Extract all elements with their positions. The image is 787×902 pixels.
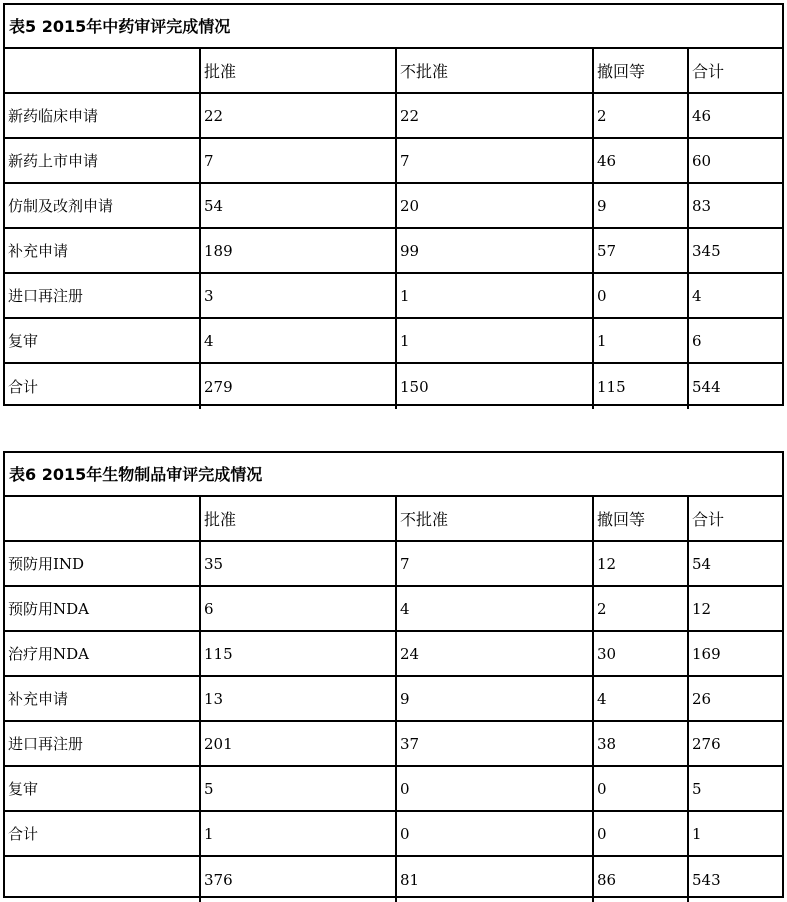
row-label: 复审: [5, 319, 201, 362]
cell-withdrawn: 86: [594, 857, 689, 902]
cell-not-approved: 9: [397, 677, 594, 720]
cell-approved: 1: [201, 812, 397, 855]
cell-not-approved: 37: [397, 722, 594, 765]
row-label: 进口再注册: [5, 274, 201, 317]
header-cell-not-approved: 不批准: [397, 497, 594, 540]
table-row: [5, 542, 782, 587]
header-cell-approved: 批准: [201, 49, 397, 92]
row-label: 进口再注册: [5, 722, 201, 765]
table-row: [5, 767, 782, 812]
cell-approved: 279: [201, 364, 397, 409]
cell-not-approved: 0: [397, 812, 594, 855]
cell-not-approved: 0: [397, 767, 594, 810]
row-label: 预防用NDA: [5, 587, 201, 630]
cell-approved: 6: [201, 587, 397, 630]
table-row: [5, 319, 782, 364]
cell-approved: 54: [201, 184, 397, 227]
row-label: 预防用IND: [5, 542, 201, 585]
cell-withdrawn: 30: [594, 632, 689, 675]
row-label: [5, 857, 201, 902]
cell-withdrawn: 0: [594, 767, 689, 810]
cell-total: 12: [692, 599, 712, 618]
cell-not-approved: 99: [397, 229, 594, 272]
table-6: [3, 451, 784, 898]
cell-withdrawn: 2: [594, 94, 689, 137]
table-row: [5, 677, 782, 722]
cell-approved: 376: [201, 857, 397, 902]
cell-not-approved: 7: [397, 139, 594, 182]
table-5-title: 表5 2015年中药审评完成情况: [5, 5, 782, 49]
table-row: [5, 274, 782, 319]
cell-not-approved: 1: [397, 274, 594, 317]
row-label: 新药上市申请: [5, 139, 201, 182]
cell-withdrawn: 46: [594, 139, 689, 182]
cell-withdrawn: 1: [594, 319, 689, 362]
table-6-header-row: [5, 497, 782, 542]
table-row: [5, 857, 782, 902]
cell-withdrawn: 9: [594, 184, 689, 227]
row-label: 合计: [5, 364, 201, 409]
cell-not-approved: 24: [397, 632, 594, 675]
cell-approved: 35: [201, 542, 397, 585]
cell-total: 26: [692, 689, 712, 708]
table-row: [5, 94, 782, 139]
cell-withdrawn: 0: [594, 812, 689, 855]
cell-approved: 5: [201, 767, 397, 810]
cell-not-approved: 4: [397, 587, 594, 630]
table-6-title: 表6 2015年生物制品审评完成情况: [5, 453, 782, 497]
cell-not-approved: 1: [397, 319, 594, 362]
cell-total: 6: [692, 331, 702, 350]
cell-total: 4: [692, 286, 702, 305]
header-cell-approved: 批准: [201, 497, 397, 540]
header-cell-category: [5, 497, 201, 540]
cell-withdrawn: 57: [594, 229, 689, 272]
cell-withdrawn: 38: [594, 722, 689, 765]
header-cell-withdrawn: 撤回等: [594, 49, 689, 92]
cell-withdrawn: 2: [594, 587, 689, 630]
cell-total: 544: [692, 377, 721, 396]
cell-approved: 189: [201, 229, 397, 272]
cell-approved: 7: [201, 139, 397, 182]
header-cell-total: 合计: [692, 62, 725, 81]
row-label: 补充申请: [5, 229, 201, 272]
cell-not-approved: 81: [397, 857, 594, 902]
cell-withdrawn: 0: [594, 274, 689, 317]
cell-total: 169: [692, 644, 721, 663]
cell-total: 46: [692, 106, 712, 125]
cell-total: 60: [692, 151, 712, 170]
cell-approved: 201: [201, 722, 397, 765]
cell-not-approved: 20: [397, 184, 594, 227]
cell-approved: 22: [201, 94, 397, 137]
cell-approved: 4: [201, 319, 397, 362]
row-label: 治疗用NDA: [5, 632, 201, 675]
cell-withdrawn: 115: [594, 364, 689, 409]
row-label: 补充申请: [5, 677, 201, 720]
cell-total: 83: [692, 196, 712, 215]
table-row: [5, 229, 782, 274]
cell-approved: 13: [201, 677, 397, 720]
row-label: 复审: [5, 767, 201, 810]
table-row: [5, 364, 782, 409]
table-row: [5, 632, 782, 677]
row-label: 新药临床申请: [5, 94, 201, 137]
row-label: 合计: [5, 812, 201, 855]
header-cell-category: [5, 49, 201, 92]
table-row: [5, 184, 782, 229]
table-row: [5, 812, 782, 857]
cell-total: 5: [692, 779, 702, 798]
cell-not-approved: 22: [397, 94, 594, 137]
table-row: [5, 722, 782, 767]
table-5: [3, 3, 784, 406]
cell-withdrawn: 12: [594, 542, 689, 585]
header-cell-not-approved: 不批准: [397, 49, 594, 92]
cell-total: 276: [692, 734, 721, 753]
cell-total: 345: [692, 241, 721, 260]
table-row: [5, 587, 782, 632]
cell-approved: 115: [201, 632, 397, 675]
cell-total: 1: [692, 824, 702, 843]
header-cell-withdrawn: 撤回等: [594, 497, 689, 540]
cell-total: 543: [692, 870, 721, 889]
cell-total: 54: [692, 554, 712, 573]
cell-approved: 3: [201, 274, 397, 317]
table-5-header-row: [5, 49, 782, 94]
cell-withdrawn: 4: [594, 677, 689, 720]
cell-not-approved: 7: [397, 542, 594, 585]
header-cell-total: 合计: [692, 510, 725, 529]
row-label: 仿制及改剂申请: [5, 184, 201, 227]
cell-not-approved: 150: [397, 364, 594, 409]
table-row: [5, 139, 782, 184]
